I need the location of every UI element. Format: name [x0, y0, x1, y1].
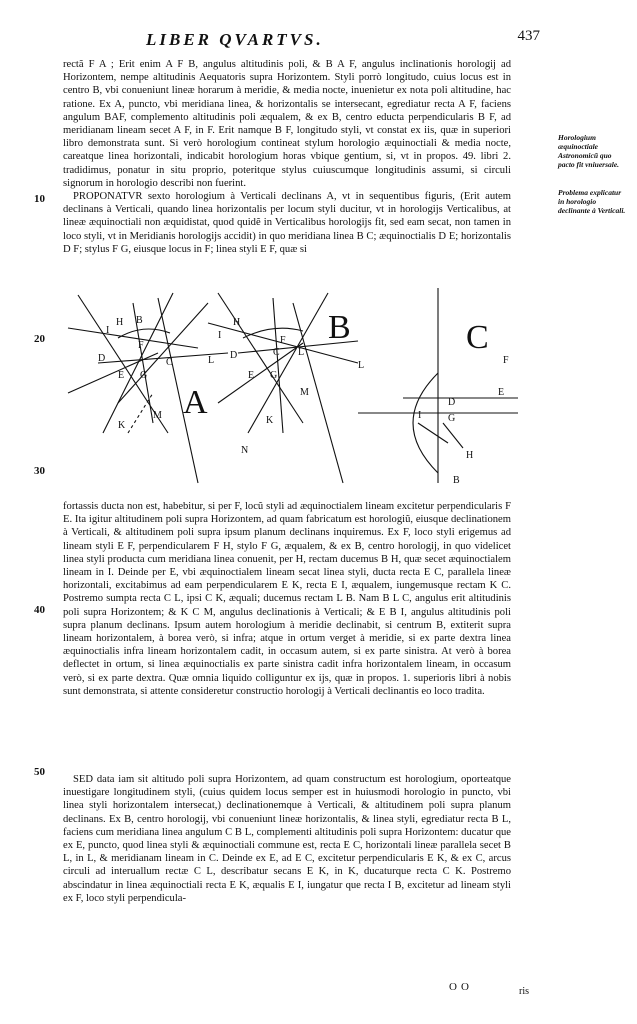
line-number: 20 [34, 333, 45, 345]
text-block-bottom [63, 773, 511, 905]
figure-point-label: M [300, 387, 309, 398]
figure-point-label: L [358, 360, 365, 371]
figure-point-label: I [218, 330, 222, 341]
figure-point-label: H [233, 317, 241, 328]
line-number: 10 [34, 193, 45, 205]
paragraph: SED data iam sit altitudo poli supra Horizontem, ad quam constructum est horologium, oporteatque inuestigare longitudinem styli, (cuius quidem locus semper est in huiusmodi horologio in puncto, vbi linea styli horizontalem intersecat,) declinationemque à Verticali, & altitudinem poli supra planum declinans. Ex B, centro horologij, vbi conueniunt lineæ horizontalis, & linea styli, egrediatur recta B L, faciens cum meridiana linea angulum C B L, complementi altitudinis poli supra Horizontem: ducatur que ex E, puncto, quod linea styli & æquinoctiali commune est, recta E C, horizontali lineæ parallela secet B L, in L, & meridianam lineam in C. Deinde ex E, ad E C, excitetur perpendicularis E K, & ex C, arcus circuli ad interuallum rectæ C L, describatur secans E K, in K, ducaturque recta C K. Postremo abscindatur in linea æquinoctiali recta E K, æqualis E I, iungatur que recta I B, excitetur ad lineam styli ex F, loco styli perpendicula- [63, 774, 511, 904]
figure-point-label: B [453, 475, 460, 486]
page-number: 437 [517, 28, 540, 44]
figure-point-label: L [208, 355, 215, 366]
figure-point-label: B [136, 315, 143, 326]
figure-labels [183, 309, 489, 421]
catchword-2: ris [519, 986, 529, 997]
line-number: 30 [34, 465, 45, 477]
figure-point-label: N [241, 445, 249, 456]
text-block-top [63, 58, 511, 256]
figure-point-label: H [466, 450, 474, 461]
geometric-figures [58, 283, 518, 493]
figure-point-label: F [280, 335, 286, 346]
figure-point-label: E [498, 387, 505, 398]
figure-point-label: F [503, 355, 509, 366]
figure-point-label: C [166, 357, 173, 368]
paragraph: PROPONATVR sexto horologium à Verticali declinans A, vt in sequentibus figuris, (Erit autem declinans à Verticali, quando linea horizontalis per locum styli ducitur, vt in horologijs Verticalibus, at lineæ æquinoctiali non æquidistat, quod quidẽ in Verticalibus horologijs fit, sed eam secat, non tamen in loco styli, vt in Meridianis horologijs accidit) in quo meridiana linea B C; æquinoctialis D E; horizontalis D F; stylus F G, eiusque locus in F; linea styli E F, quæ si [63, 191, 511, 255]
line-number: 50 [34, 766, 45, 778]
figure-point-label: M [153, 410, 162, 421]
figure-point-label: E [118, 370, 125, 381]
running-title: LIBER QVARTVS. [146, 30, 324, 49]
figure-a-label: A [183, 384, 208, 421]
figure-point-label: G [448, 413, 456, 424]
figure-point-label: I [106, 325, 110, 336]
figure-b-label: B [328, 309, 351, 346]
line-number: 40 [34, 604, 45, 616]
catchword: OO [449, 981, 473, 993]
figure-point-label: I [418, 410, 422, 421]
figure-point-label: K [266, 415, 274, 426]
figure-point-label: E [248, 370, 255, 381]
paragraph: fortassis ducta non est, habebitur, si per F, locũ styli ad æquinoctialem lineam excitetur perpendicularis F E. Ita igitur altitudinem poli supra Horizontem, ad quam fabricatum est horologiũ, eiusque declinationem à Verticali, & altitudinem poli supra ipsum planum declinans inquiremus. Ex F, loco styli erigemus ad lineam styli E F, perpendicularem F H, stylo F G, æqualem, & ex B, centro horologij, in quo videlicet linea styli producta cum meridiana linea conuenit, per H, rectam ducemus B H, quæ secet æquinoctialem lineam in I. Deinde per E, vbi æquinoctialem lineam secat linea styli, ducta recta E C, parallela lineæ horizontali, excitabimus ad eam perpendicularem E K, recta E I, æqualem, iungemusque rectam K C. Postremo sumpta recta C L, ipsi C K, æquali; ducemus rectam L B. Nam B L C, angulus erit altitudinis poli supra Horizontem; & K C M, angulus declinationis à Verticali; & E B I, angulus altitudinis poli supra planum declinans. Ipsum autem horologium à meridie declinabit, si centrum B, extiterit supra lineam horizontalem, à borea verò, si infra; atque in ortum verget à meridie, si ex parte dextra linea æquinoctialis infra lineam horizontalem cadit, in occasum autem, si ex parte sinistra. At verò à borea deflectet in ortum, si linea æquinoctialis ex parte sinistra cadit infra horizontalem lineam, in occasum verò, si ex parte dextra. Quæ omnia liquido colliguntur ex ijs, quæ in propos. 1. superioris libri à nobis sunt demonstrata, si attente consideretur constructio horologij à Verticali declinantis eo loco tradita. [63, 501, 511, 697]
margin-note: Problema explicatur in horologio declinante à Verticali. [558, 188, 626, 215]
figure-point-label: H [116, 317, 124, 328]
figure-c [358, 288, 518, 483]
figure-point-label: G [270, 370, 278, 381]
figure-point-label: G [140, 370, 148, 381]
text-block-middle [63, 500, 511, 698]
page-header [100, 28, 540, 52]
figure-point-label: D [448, 397, 456, 408]
paragraph: rectã F A ; Erit enim A F B, angulus altitudinis poli, & B A F, angulus inclinationis horologij ad Horizontem, nempe altitudinis Aequatoris supra Horizontem. Styli porrò longitudo, cuius locus est in centro B, vbi conueniunt lineæ horarum à meridie, & media nocte, inuenietur ex nota poli altitudine, hac ratione. Ex A, puncto, vbi meridiana linea, & horizontalis se intersecant, egrediatur recta A F, faciens angulum BAF, complemento altitudinis poli æqualem, & ex B, centro educta perpendicularis B F, ad meridianam lineam secet A F, in F. Erit namque B F, longitudo styli, vt constat ex iis, quæ in superiori libro demonstrata sunt. Si verò horologium contineat stylum horologio æquinoctiali & media nocte, careatque linea horizontali, indicabit horologium horas vbique gentium, si, vt in propos. 49. libri 2. tradidimus, ponatur in situ proprio, poteritque stylus cuiuscumque longitudinis assumi, si circuli signorum in horologio describi non fuerint. [63, 59, 511, 189]
figure-point-label: K [118, 420, 126, 431]
margin-note: Horologium æquinoctiale Astronomicũ quo pacto fit vniuersale. [558, 133, 620, 169]
figure-point-label: D [98, 353, 106, 364]
figure-point-label: L [298, 347, 305, 358]
figure-point-label: D [230, 350, 238, 361]
figure-point-label: C [273, 347, 280, 358]
figure-point-label: F [138, 340, 144, 351]
figure-c-label: C [466, 319, 489, 356]
